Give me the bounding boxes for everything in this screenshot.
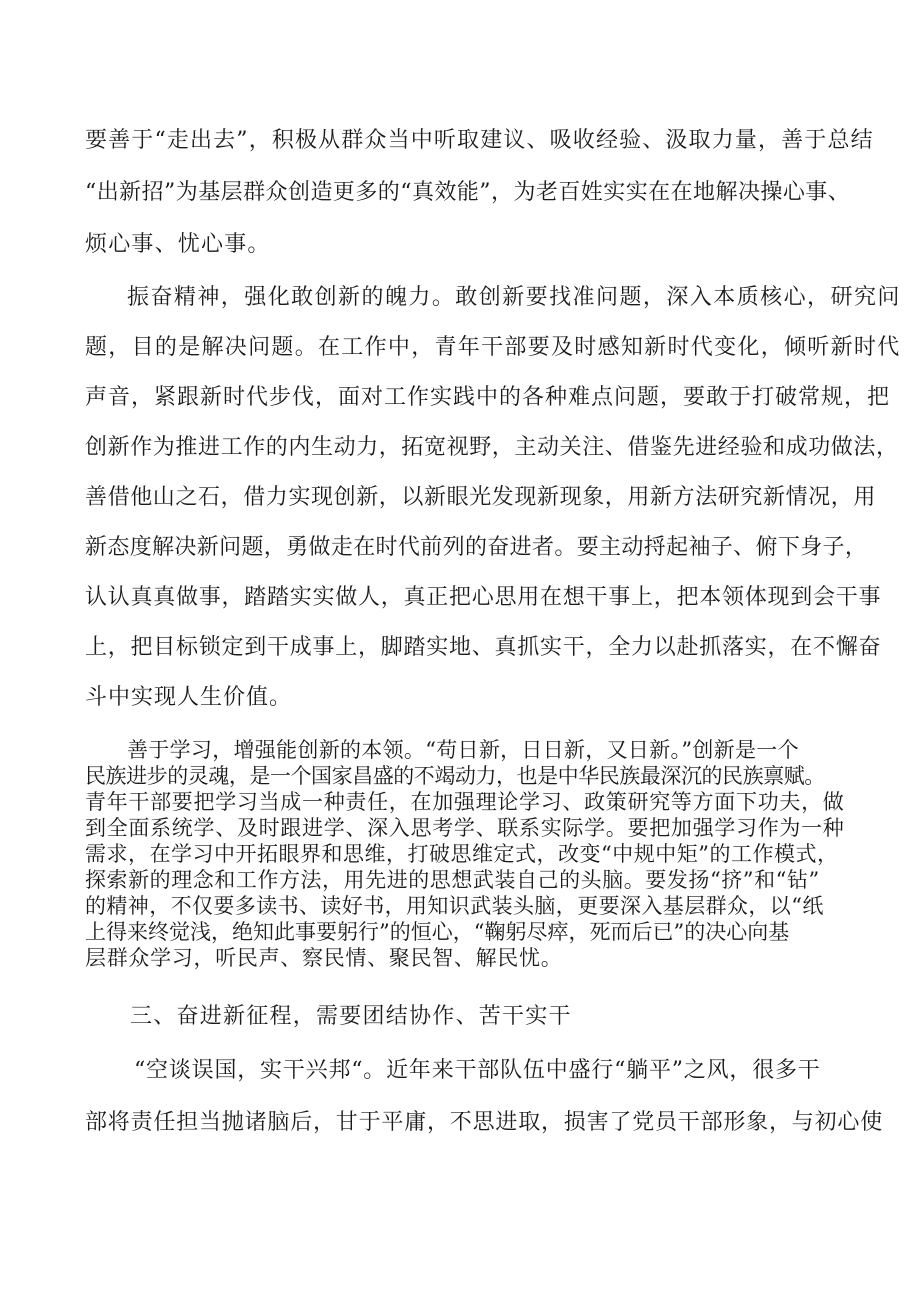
- text-line: 部将责任担当抛诸脑后，甘于平庸，不思进取，损害了党员干部形象，与初心使: [85, 1110, 884, 1135]
- text-line: 层群众学习，听民声、察民情、聚民智、解民忧。: [85, 946, 563, 970]
- text-line: 斗中实现人生价值。: [85, 685, 293, 710]
- text-line: 认认真真做事，踏踏实实做人，真正把心思用在想干事上，把本领体现到会干事: [85, 585, 882, 610]
- text-line: 声音，紧跟新时代步伐，面对工作实践中的各种难点问题，要敢于打破常规，把: [85, 385, 891, 410]
- text-line: “出新招”为基层群众创造更多的“真效能”，为老百姓实实在在地解决操心事、: [85, 180, 851, 205]
- text-line: 新态度解决新问题，勇做走在时代前列的奋进者。要主动捋起袖子、俯下身子，: [85, 535, 868, 560]
- text-line: 题，目的是解决问题。在工作中，青年干部要及时感知新时代变化，倾听新时代: [85, 335, 901, 360]
- text-line: 创新作为推进工作的内生动力，拓宽视野，主动关注、借鉴先进经验和成功做法，: [85, 435, 899, 460]
- text-line: 到全面系统学、及时跟进学、深入思考学、联系实际学。要把加强学习作为一种: [85, 816, 845, 840]
- text-line: “空谈误国，实干兴邦“。近年来干部队伍中盛行“躺平”之风，很多干: [134, 1058, 821, 1083]
- text-line: 上，把目标锁定到干成事上，脚踏实地、真抓实干，全力以赴抓落实，在不懈奋: [85, 635, 882, 660]
- text-line: 需求，在学习中开拓眼界和思维，打破思维定式，改变“中规中矩”的工作模式，: [85, 842, 839, 866]
- text-line: 善于学习，增强能创新的本领。“苟日新，日日新，又日新。”创新是一个: [127, 738, 799, 762]
- text-line: 民族进步的灵魂，是一个国家昌盛的不竭动力，也是中华民族最深沉的民族禀赋。: [85, 764, 825, 788]
- text-line: 的精神，不仅要多读书、读好书，用知识武装头脑，更要深入基层群众，以“纸: [85, 894, 824, 918]
- text-line: 上得来终觉浅，绝知此事要躬行”的恒心，“鞠躬尽瘁，死而后已”的决心向基: [85, 920, 790, 944]
- section-heading: 三、奋进新征程，需要团结协作、苦干实干: [130, 1004, 572, 1029]
- text-line: 探索新的理念和工作方法，用先进的思想武装自己的头脑。要发扬“挤”和“钻”: [85, 868, 820, 892]
- text-line: 烦心事、忧心事。: [85, 232, 271, 257]
- text-line: 振奋精神，强化敢创新的魄力。敢创新要找准问题，深入本质核心，研究问: [127, 285, 901, 310]
- text-line: 青年干部要把学习当成一种责任，在加强理论学习、政策研究等方面下功夫，做: [85, 790, 845, 814]
- text-line: 善借他山之石，借力实现创新，以新眼光发现新现象，用新方法研究新情况，用: [85, 485, 877, 510]
- text-line: 要善于“走出去”，积极从群众当中听取建议、吸收经验、汲取力量，善于总结: [85, 128, 874, 153]
